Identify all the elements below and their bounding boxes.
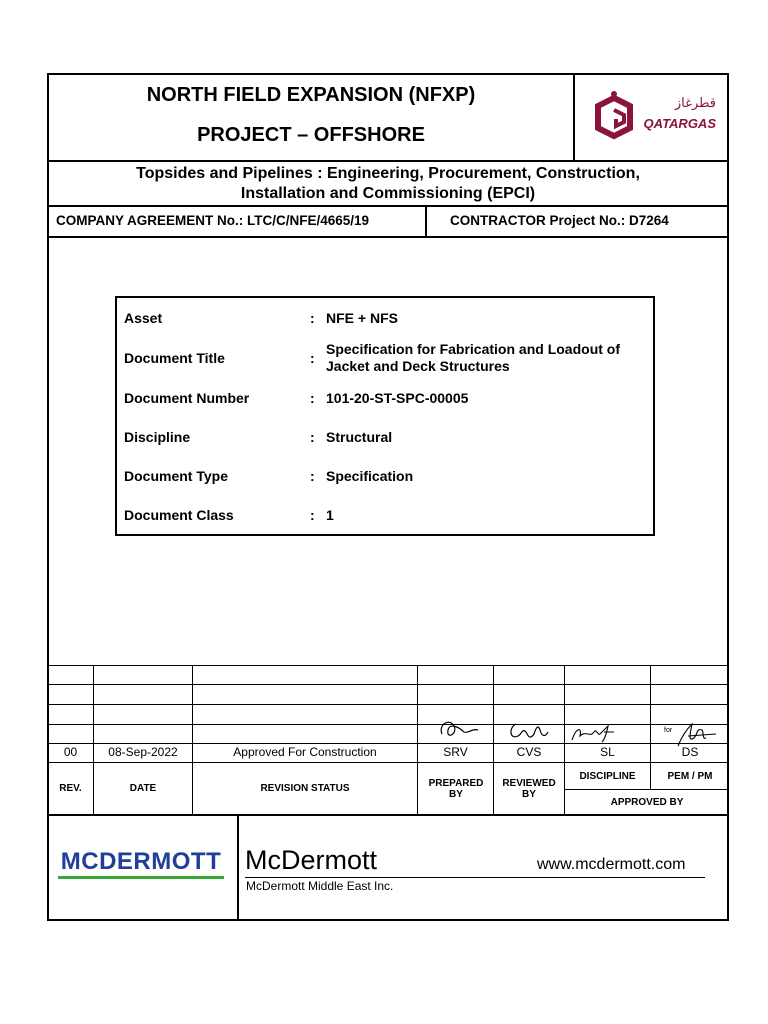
prepared-by-header: PREPARED BY	[428, 778, 484, 800]
document-class-colon: :	[310, 507, 315, 523]
discipline-header: DISCIPLINE	[579, 771, 636, 782]
revision-status: Approved For Construction	[233, 745, 377, 759]
mcdermott-logo	[56, 848, 226, 884]
footer-rule	[245, 877, 705, 878]
document-type-colon: :	[310, 468, 315, 484]
agreement-divider	[425, 206, 427, 237]
qatargas-arabic-text: قطرغاز	[674, 96, 716, 111]
document-type-label: Document Type	[124, 468, 228, 484]
scope-line2: Installation and Commissioning (EPCI)	[240, 185, 536, 202]
asset-value: NFE + NFS	[326, 310, 398, 326]
company-website[interactable]: www.mcdermott.com	[537, 856, 686, 873]
pem-pm-initials: DS	[681, 745, 699, 759]
reviewed-by-header: REVIEWED BY	[502, 778, 556, 800]
scope-line1: Topsides and Pipelines : Engineering, Procurement, Construction,	[136, 165, 640, 182]
footer-divider	[237, 815, 239, 921]
prepared-by-initials: SRV	[443, 745, 468, 759]
project-title-line1: NORTH FIELD EXPANSION (NFXP)	[146, 84, 476, 106]
document-title-colon: :	[310, 350, 315, 366]
asset-colon: :	[310, 310, 315, 326]
qatargas-logo-text: QATARGAS	[643, 116, 716, 131]
discipline-label: Discipline	[124, 429, 191, 445]
mcdermott-logo-text: MCDERMOTT	[60, 848, 222, 875]
mcdermott-logo-underline	[58, 876, 224, 879]
document-class-label: Document Class	[124, 507, 234, 523]
document-number-label: Document Number	[124, 390, 250, 406]
document-type-value: Specification	[326, 468, 414, 484]
discipline-initials: SL	[600, 745, 615, 759]
header-divider	[573, 75, 575, 161]
discipline-colon: :	[310, 429, 315, 445]
document-info-box	[115, 296, 655, 536]
rev-header: REV.	[59, 783, 82, 794]
company-subtitle: McDermott Middle East Inc.	[246, 879, 394, 893]
document-class-value: 1	[326, 507, 334, 523]
for-note: for	[664, 727, 673, 734]
pem-pm-signature	[672, 720, 722, 752]
date-header: DATE	[129, 783, 157, 794]
asset-label: Asset	[124, 310, 163, 326]
document-title-label: Document Title	[124, 350, 225, 366]
revision-number: 00	[63, 745, 78, 759]
agreement-rule	[47, 236, 729, 238]
discipline-value: Structural	[326, 429, 393, 445]
company-name: McDermott	[245, 845, 378, 875]
approved-by-header: APPROVED BY	[610, 797, 684, 808]
qatargas-logo	[588, 88, 718, 148]
prepared-signature	[436, 716, 480, 746]
header-rule	[47, 160, 729, 162]
company-agreement: COMPANY AGREEMENT No.: LTC/C/NFE/4665/19	[56, 213, 370, 228]
discipline-signature	[568, 722, 618, 746]
document-number-colon: :	[310, 390, 315, 406]
document-title-value: Specification for Fabrication and Loadout of Jacket and Deck Structures	[326, 341, 621, 374]
project-title-line2: PROJECT – OFFSHORE	[197, 124, 425, 146]
scope-rule	[47, 205, 729, 207]
reviewed-by-initials: CVS	[516, 745, 542, 759]
document-number-value: 101-20-ST-SPC-00005	[326, 390, 469, 406]
revision-date: 08-Sep-2022	[108, 745, 178, 759]
pem-pm-header: PEM / PM	[667, 771, 713, 782]
revision-status-header: REVISION STATUS	[260, 783, 350, 794]
reviewed-signature	[506, 718, 550, 746]
contractor-project-number: CONTRACTOR Project No.: D7264	[450, 213, 669, 228]
